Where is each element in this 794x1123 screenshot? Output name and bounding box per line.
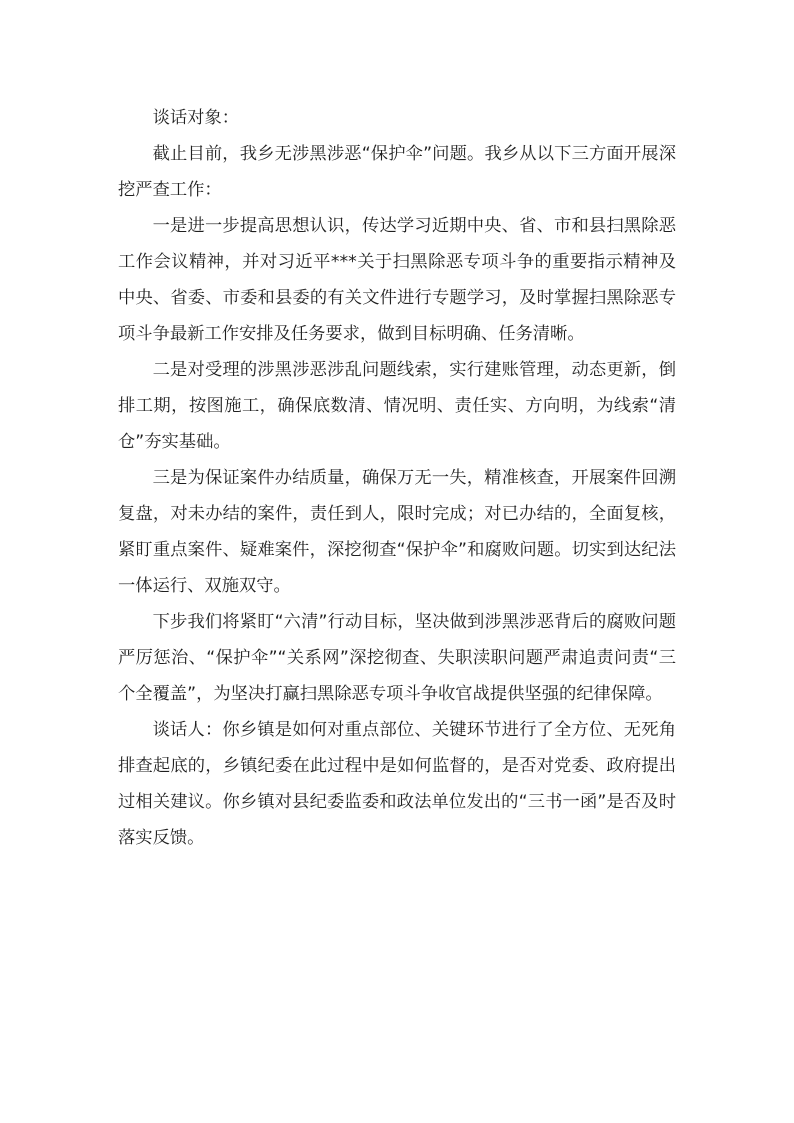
paragraph-point-three: 三是为保证案件办结质量，确保万无一失，精准核查，开展案件回溯复盘，对未办结的案件，责任到人，限时完成；对已办结的，全面复核，紧盯重点案件、疑难案件，深挖彻查“保护伞”和腐败问题。切实到达纪法一体运行、双施双守。 — [118, 468, 676, 596]
document-body — [118, 100, 676, 856]
paragraph-next-steps: 下步我们将紧盯“六清”行动目标，坚决做到涉黑涉恶背后的腐败问题严厉惩治、“保护伞”“关系网”深挖彻查、失职渎职问题严肃追责问责“三个全覆盖”，为坚决打赢扫黑除恶专项斗争收官战提供坚强的纪律保障。 — [118, 612, 676, 704]
paragraph-interviewer-question: 谈话人：你乡镇是如何对重点部位、关键环节进行了全方位、无死角排查起底的，乡镇纪委在此过程中是如何监督的，是否对党委、政府提出过相关建议。你乡镇对县纪委监委和政法单位发出的“三书一函”是否及时落实反馈。 — [118, 720, 676, 848]
paragraph-point-two: 二是对受理的涉黑涉恶涉乱问题线索，实行建账管理，动态更新，倒排工期，按图施工，确保底数清、情况明、责任实、方向明，为线索“清仓”夯实基础。 — [118, 360, 676, 452]
paragraph-summary: 截止目前，我乡无涉黑涉恶“保护伞”问题。我乡从以下三方面开展深挖严查工作： — [118, 144, 676, 200]
paragraph-interviewee-label: 谈话对象： — [152, 108, 240, 128]
paragraph-point-one: 一是进一步提高思想认识，传达学习近期中央、省、市和县扫黑除恶工作会议精神，并对习近平***关于扫黑除恶专项斗争的重要指示精神及中央、省委、市委和县委的有关文件进行专题学习，及时掌握扫黑除恶专项斗争最新工作安排及任务要求，做到目标明确、任务清晰。 — [118, 216, 676, 344]
